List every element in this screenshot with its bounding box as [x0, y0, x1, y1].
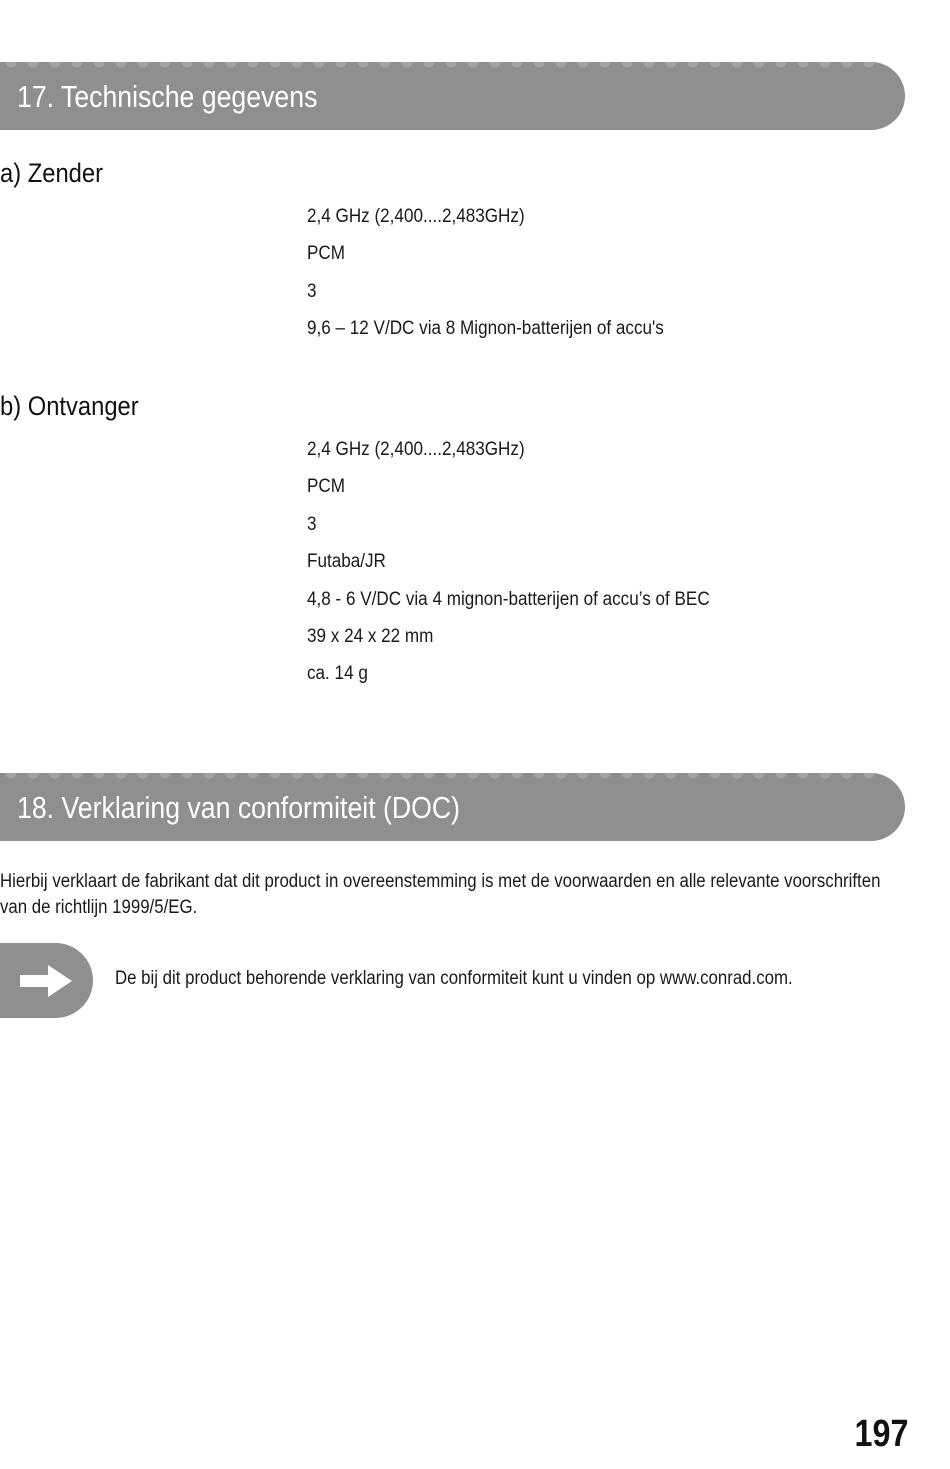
spec-row	[0, 659, 900, 696]
spec-row	[0, 202, 900, 239]
spec-row	[0, 547, 900, 584]
spec-value: 2,4 GHz (2,400....2,483GHz)	[307, 439, 525, 460]
section-17-title: 17. Technische gegevens	[17, 79, 318, 114]
spec-value: 3	[307, 513, 317, 535]
spec-value: ca. 14 g	[307, 663, 368, 685]
page-number: 197	[854, 1413, 908, 1455]
note-arrow-box	[0, 943, 93, 1018]
spec-row	[0, 435, 900, 472]
spec-value: 9,6 – 12 V/DC via 8 Mignon-batterijen of accu's	[307, 318, 664, 340]
spec-row	[0, 472, 900, 509]
spec-value: 39 x 24 x 22 mm	[307, 625, 434, 647]
spec-value: 3	[307, 280, 317, 302]
conformity-paragraph: Hierbij verklaart de fabrikant dat dit product in overeenstemming is met de voorwaarden en alle relevante voorschriften van de richtlijn 1999/5/EG.	[0, 871, 881, 918]
spec-row	[0, 314, 900, 351]
spec-value: PCM	[307, 476, 346, 498]
spec-row	[0, 510, 900, 547]
spec-row	[0, 585, 900, 622]
ontvanger-heading: b) Ontvanger	[0, 391, 139, 421]
spec-row	[0, 622, 900, 659]
arrow-right-icon	[18, 963, 74, 999]
ontvanger-spec-list	[0, 435, 900, 697]
section-17-header-bar	[0, 62, 905, 130]
conformity-note: De bij dit product behorende verklaring van conformiteit kunt u vinden op www.conrad.com.	[115, 968, 793, 989]
spec-row	[0, 239, 900, 276]
spec-value: PCM	[307, 243, 346, 265]
zender-heading: a) Zender	[0, 158, 104, 188]
section-18-header-bar	[0, 773, 905, 841]
spec-value: 2,4 GHz (2,400....2,483GHz)	[307, 206, 525, 227]
zender-spec-list	[0, 202, 900, 352]
spec-row	[0, 277, 900, 314]
spec-value: Futaba/JR	[307, 551, 386, 573]
spec-value: 4,8 - 6 V/DC via 4 mignon-batterijen of accu’s of BEC	[307, 588, 710, 610]
section-18-title: 18. Verklaring van conformiteit (DOC)	[17, 790, 461, 825]
